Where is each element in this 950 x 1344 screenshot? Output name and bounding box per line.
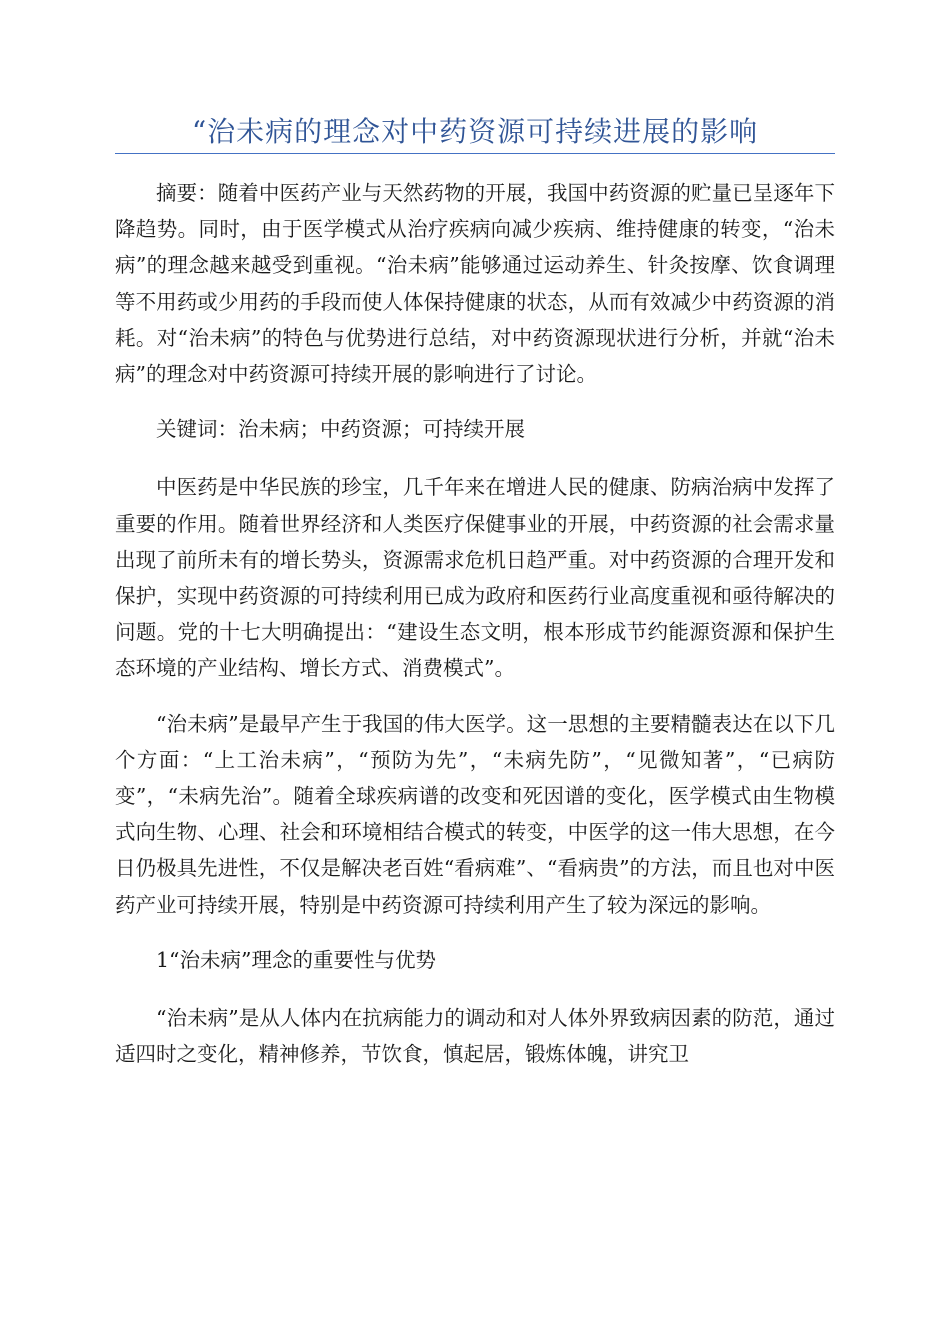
- section-heading-1: 1“治未病”理念的重要性与优势: [156, 947, 437, 972]
- title-underline: [115, 153, 835, 154]
- document-body: [115, 175, 835, 1091]
- section-1-paragraph: “治未病”是从人体内在抗病能力的调动和对人体外界致病因素的防范，通过适四时之变化，精神修养，节饮食，慎起居，锻炼体魄，讲究卫: [115, 1006, 835, 1067]
- document-title: “治未病的理念对中药资源可持续进展的影响: [191, 115, 759, 148]
- keywords-paragraph: 关键词：治未病；中药资源；可持续开展: [156, 417, 525, 442]
- abstract-paragraph: 摘要：随着中医药产业与天然药物的开展，我国中药资源的贮量已呈逐年下降趋势。同时，由于医学模式从治疗疾病向减少疾病、维持健康的转变，“治未病”的理念越来越受到重视。“治未病”能够通过运动养生、针灸按摩、饮食调理等不用药或少用药的手段而使人体保持健康的状态，从而有效减少中药资源的消耗。对“治未病”的特色与优势进行总结，对中药资源现状进行分析，并就“治未病”的理念对中药资源可持续开展的影响进行了讨论。: [115, 181, 835, 387]
- concept-paragraph: “治未病”是最早产生于我国的伟大医学。这一思想的主要精髓表达在以下几个方面：“上工治未病”，“预防为先”，“未病先防”，“见微知著”，“已病防变”，“未病先治”。随着全球疾病谱的改变和死因谱的变化，医学模式由生物模式向生物、心理、社会和环境相结合模式的转变，中医学的这一伟大思想，在今日仍极具先进性，不仅是解决老百姓“看病难”、“看病贵”的方法，而且也对中医药产业可持续开展，特别是中药资源可持续利用产生了较为深远的影响。: [115, 711, 835, 917]
- intro-paragraph: 中医药是中华民族的珍宝，几千年来在增进人民的健康、防病治病中发挥了重要的作用。随着世界经济和人类医疗保健事业的开展，中药资源的社会需求量出现了前所未有的增长势头，资源需求危机日趋严重。对中药资源的合理开发和保护，实现中药资源的可持续利用已成为政府和医药行业高度重视和亟待解决的问题。党的十七大明确提出：“建设生态文明，根本形成节约能源资源和保护生态环境的产业结构、增长方式、消费模式”。: [115, 475, 835, 681]
